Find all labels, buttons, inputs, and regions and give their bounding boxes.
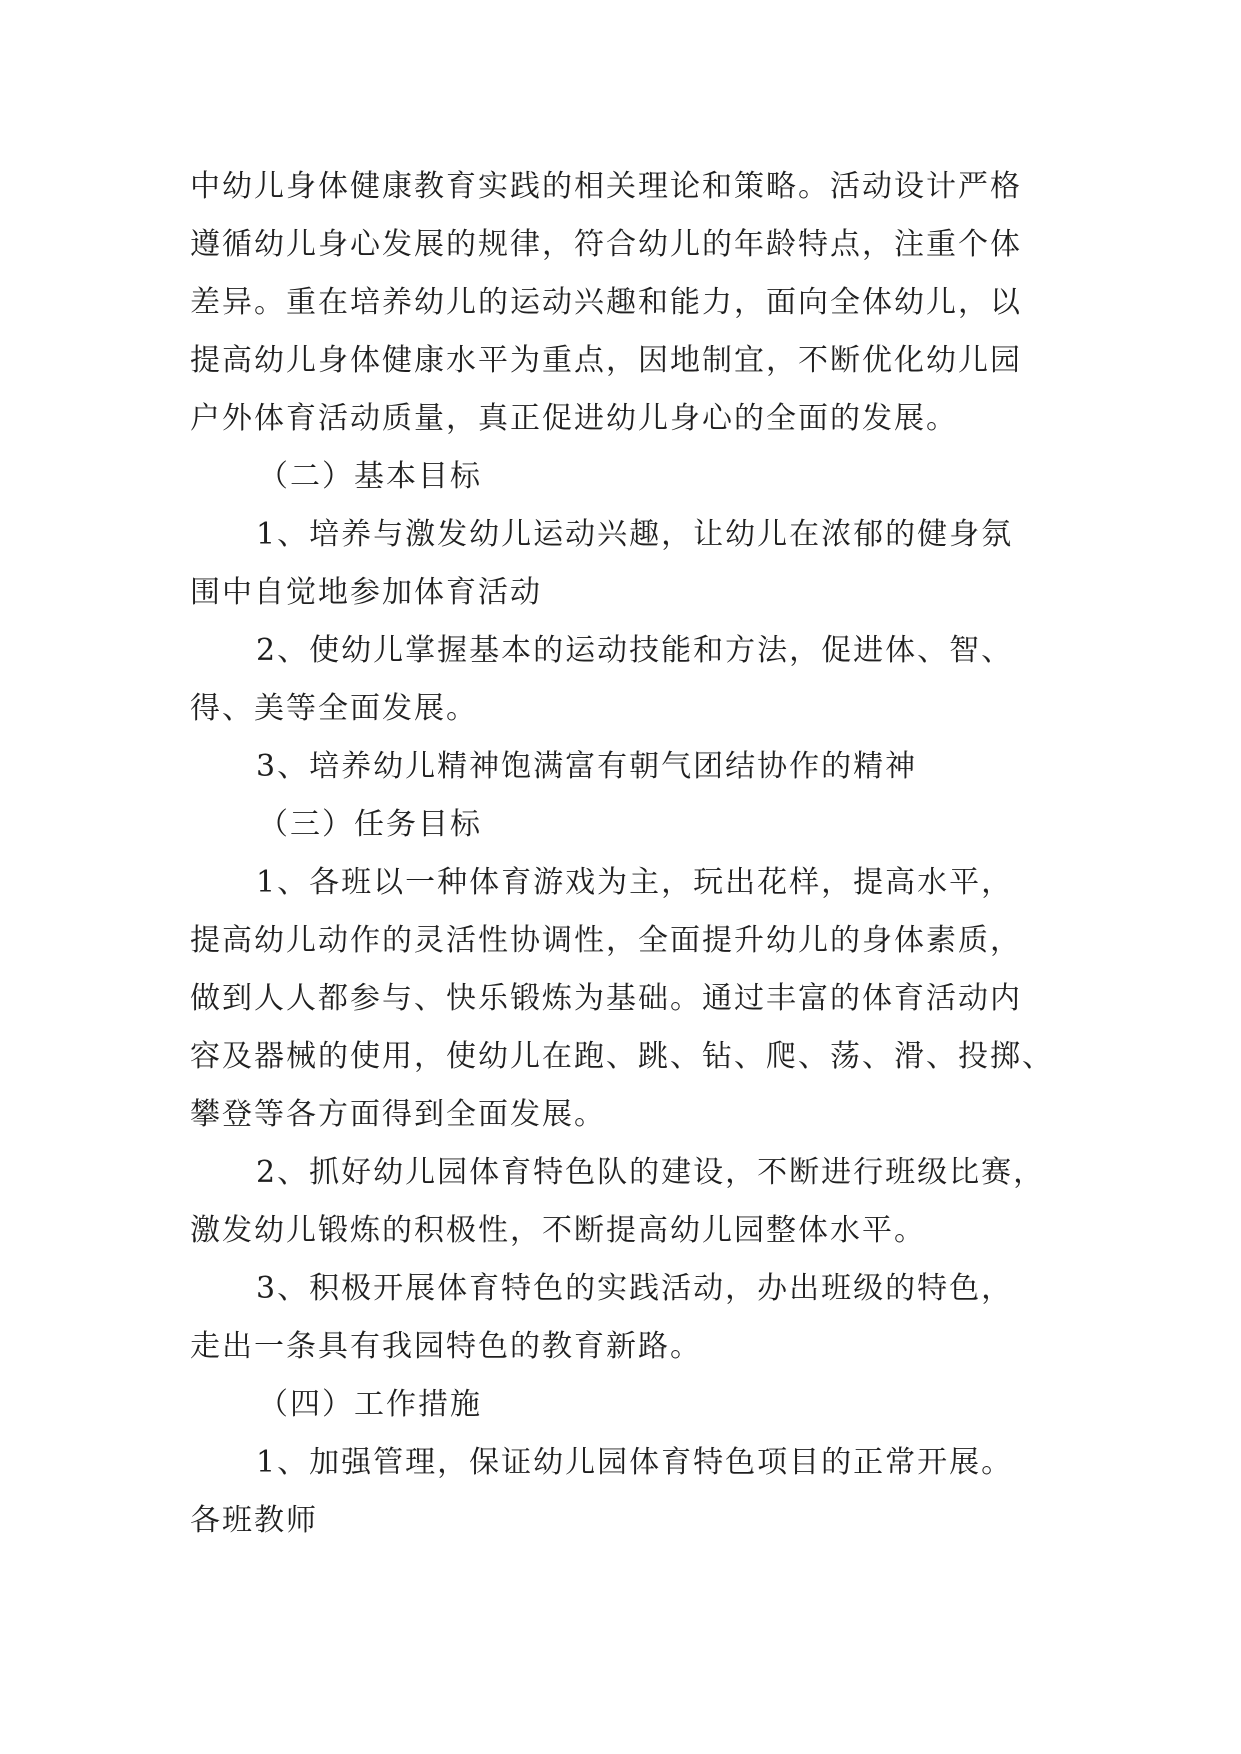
section-heading: （三）任务目标 — [258, 807, 482, 842]
text-line: 3、积极开展体育特色的实践活动，办出班级的特色， — [256, 1271, 1014, 1306]
text-line: 围中自觉地参加体育活动 — [190, 575, 542, 610]
text-line: 提高幼儿身体健康水平为重点，因地制宜，不断优化幼儿园 — [190, 343, 1022, 378]
text-line: 提高幼儿动作的灵活性协调性，全面提升幼儿的身体素质， — [190, 923, 1022, 958]
text-line: 遵循幼儿身心发展的规律，符合幼儿的年龄特点，注重个体 — [190, 227, 1022, 262]
text-line: 1、培养与激发幼儿运动兴趣，让幼儿在浓郁的健身氛 — [256, 517, 1014, 552]
text-line: 2、使幼儿掌握基本的运动技能和方法，促进体、智、 — [256, 633, 1014, 668]
text-line: 得、美等全面发展。 — [190, 691, 478, 726]
text-line: 户外体育活动质量，真正促进幼儿身心的全面的发展。 — [190, 401, 958, 436]
text-line: 2、抓好幼儿园体育特色队的建设，不断进行班级比赛， — [256, 1155, 1046, 1190]
text-line: 差异。重在培养幼儿的运动兴趣和能力，面向全体幼儿，以 — [190, 285, 1022, 320]
text-line: 1、各班以一种体育游戏为主，玩出花样，提高水平， — [256, 865, 1014, 900]
text-line: 攀登等各方面得到全面发展。 — [190, 1097, 606, 1132]
text-line: 做到人人都参与、快乐锻炼为基础。通过丰富的体育活动内 — [190, 981, 1022, 1016]
section-heading: （二）基本目标 — [258, 459, 482, 494]
text-line: 激发幼儿锻炼的积极性，不断提高幼儿园整体水平。 — [190, 1213, 926, 1248]
text-line: 1、加强管理，保证幼儿园体育特色项目的正常开展。 — [256, 1445, 1014, 1480]
text-line: 各班教师 — [190, 1503, 318, 1538]
text-line: 走出一条具有我园特色的教育新路。 — [190, 1329, 702, 1364]
text-line: 中幼儿身体健康教育实践的相关理论和策略。活动设计严格 — [190, 169, 1022, 204]
text-line: 容及器械的使用，使幼儿在跑、跳、钻、爬、荡、滑、投掷、 — [190, 1039, 1054, 1074]
section-heading: （四）工作措施 — [258, 1387, 482, 1422]
text-line: 3、培养幼儿精神饱满富有朝气团结协作的精神 — [256, 749, 918, 784]
